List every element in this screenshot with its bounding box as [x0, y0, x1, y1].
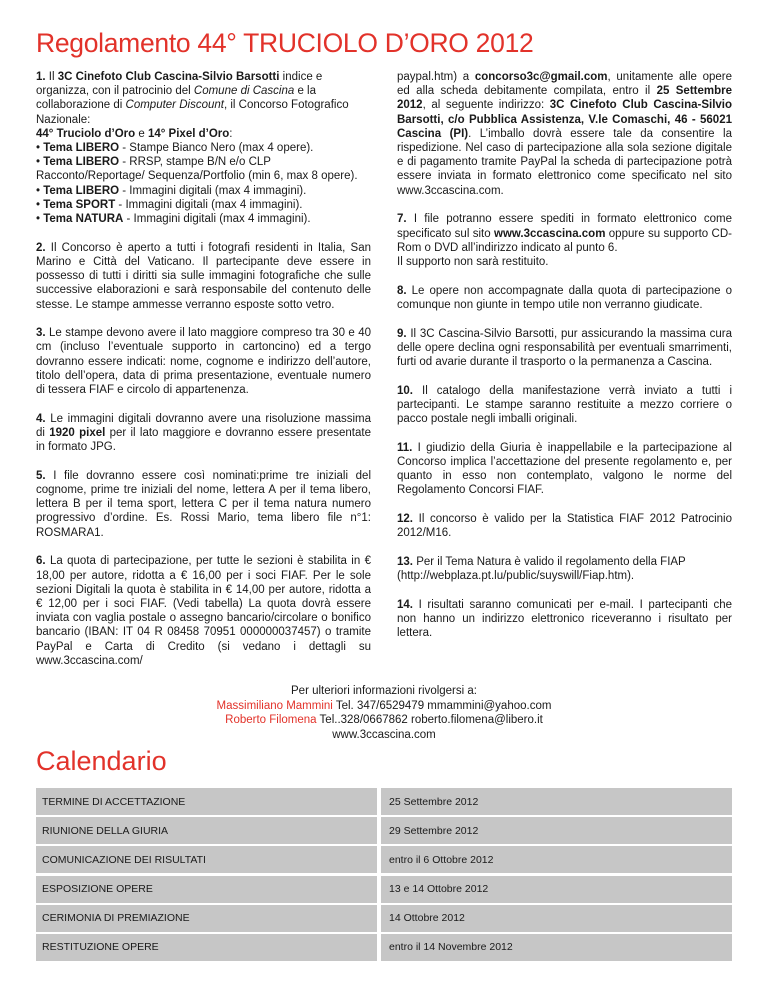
- rule-1: [36, 70, 371, 226]
- theme-name: Tema LIBERO: [43, 184, 120, 197]
- rule-text: Il Concorso è aperto a tutti i fotografi residenti in Italia, San Marino e Città del Vaticano. Il partecipante deve essere in possesso di tutti i diritti sia sulle immagini fotografiche che sulle successive elaborazioni e sarà responsabile del contenuto delle stesse. Le stampe ammesse verranno esposte sotto vetro.: [36, 241, 371, 311]
- rule-3: [36, 326, 371, 397]
- rule-number: 13.: [397, 555, 413, 568]
- rule-14: [397, 598, 732, 641]
- rule-text: . L’imballo dovrà essere tale da consentire la rispedizione. Nel caso di partecipazione alla sola sezione digitale e di pagamento tramite PayPal la scheda di partecipazione potrà essere inviata in formato elettronico come specificato nel sito www.3ccascina.com.: [397, 127, 732, 197]
- website-link[interactable]: www.3ccascina.com: [494, 227, 606, 240]
- resolution: 1920 pixel: [49, 426, 106, 439]
- sponsor-name: Computer Discount: [125, 99, 224, 112]
- theme-name: Tema LIBERO: [43, 142, 120, 155]
- rule-9: [397, 327, 732, 370]
- contact-details: Tel. 347/6529479 mmammini@yahoo.com: [332, 699, 552, 712]
- left-column: [36, 70, 371, 683]
- bullet: •: [36, 156, 44, 169]
- page-title: Regolamento 44° TRUCIOLO D’ORO 2012: [36, 28, 534, 58]
- calendar-table: [36, 788, 732, 963]
- rule-text: , unitamente alle opere ed alla scheda debitamente compilata, entro il: [397, 71, 732, 98]
- rule-number: 14.: [397, 598, 413, 611]
- contact-website[interactable]: www.3ccascina.com: [332, 728, 436, 741]
- prize-name: 44° Truciolo d’Oro: [36, 127, 136, 140]
- rule-2: [36, 241, 371, 312]
- rule-number: 1.: [36, 71, 46, 83]
- contact-details: Tel..328/0667862 roberto.filomena@libero.it: [316, 714, 543, 727]
- rule-text: Il 3C Cascina-Silvio Barsotti, pur assicurando la massima cura delle opere declina ogni responsabilità per eventuali smarrimenti, furti od avarie durante il trasporto o la permanenza a Cascina.: [397, 327, 732, 368]
- prize-colon: :: [229, 127, 233, 140]
- rule-10: [397, 384, 732, 427]
- rule-text: Le immagini digitali dovranno avere una risoluzione massima di: [36, 412, 371, 439]
- contact-person-2: [0, 713, 768, 728]
- rule-number: 4.: [36, 412, 46, 425]
- rule-4: [36, 412, 371, 455]
- rule-text: per il lato maggiore e dovranno essere presentate in formato JPG.: [36, 426, 371, 454]
- prize-join: e: [135, 127, 148, 140]
- table-row: [36, 817, 732, 844]
- organizer-name: 3C Cinefoto Club Cascina-Silvio Barsotti: [57, 71, 280, 83]
- rule-number: 11.: [397, 441, 413, 454]
- bullet: •: [36, 184, 44, 197]
- rule-text: e la collaborazione di: [36, 85, 317, 112]
- rule-number: 8.: [397, 284, 407, 297]
- rule-number: 10.: [397, 384, 413, 397]
- theme-desc: - RRSP, stampe B/N e/o CLP Racconto/Reportage/ Sequenza/Portfolio (min 6, max 8 opere).: [36, 156, 358, 183]
- bullet: •: [36, 213, 44, 226]
- rule-12: [397, 512, 732, 540]
- theme-name: Tema SPORT: [43, 198, 116, 211]
- prizes-line: [36, 127, 371, 141]
- calendar-date: entro il 14 Novembre 2012: [381, 934, 732, 961]
- theme-item: [36, 155, 371, 183]
- theme-item: [36, 212, 371, 226]
- rule-text: paypal.htm) a: [397, 71, 475, 83]
- table-row: [36, 788, 732, 815]
- contact-name: Roberto Filomena: [225, 714, 317, 727]
- comune-name: Comune di Cascina: [193, 85, 295, 98]
- table-row: [36, 846, 732, 873]
- rule-6-continued: [397, 70, 732, 198]
- rule-6: [36, 554, 371, 668]
- table-row: [36, 876, 732, 903]
- calendar-event: COMUNICAZIONE DEI RISULTATI: [36, 846, 377, 873]
- calendar-date: 29 Settembre 2012: [381, 817, 732, 844]
- calendar-event: CERIMONIA DI PREMIAZIONE: [36, 905, 377, 932]
- theme-item: [36, 184, 371, 198]
- table-row: [36, 934, 732, 961]
- calendar-date: 25 Settembre 2012: [381, 788, 732, 815]
- contact-info: [0, 684, 768, 742]
- rule-text: Il concorso è valido per la Statistica FIAF 2012 Patrocinio 2012/M16.: [397, 513, 732, 540]
- deadline-date: 25 Settembre 2012: [397, 85, 733, 112]
- rule-8: [397, 284, 732, 312]
- rule-number: 7.: [397, 213, 407, 226]
- calendar-event: ESPOSIZIONE OPERE: [36, 876, 377, 903]
- rule-text: , al seguente indirizzo:: [422, 99, 550, 112]
- rule-text: Il: [45, 71, 58, 83]
- rule-text: Le stampe devono avere il lato maggiore compreso tra 30 e 40 cm (incluso l’eventuale supporto in cartoncino) ed a tergo dovranno essere indicati: nome, cognome e indirizzo dell’autore, titolo dell’opera, data di prima presentazione, eventuale numero di tessera FIAF e circolo di appartenenza.: [36, 327, 371, 397]
- rule-number: 5.: [36, 469, 46, 482]
- theme-desc: - Stampe Bianco Nero (max 4 opere).: [119, 142, 314, 155]
- right-column: [397, 70, 732, 683]
- calendar-date: 13 e 14 Ottobre 2012: [381, 876, 732, 903]
- rule-number: 6.: [36, 555, 46, 568]
- rule-text: Il catalogo della manifestazione verrà inviato a tutti i partecipanti. Le stampe saranno restituite a mezzo corriere o pacco postale negli imballi originali.: [397, 384, 732, 426]
- rule-11: [397, 441, 732, 498]
- rule-number: 9.: [397, 327, 407, 340]
- rule-number: 12.: [397, 513, 413, 526]
- theme-desc: - Immagini digitali (max 4 immagini).: [115, 198, 303, 211]
- theme-desc: - Immagini digitali (max 4 immagini).: [119, 184, 307, 197]
- rule-text: I file dovranno essere così nominati:prime tre iniziali del cognome, prime tre iniziali del nome, lettera A per il tema libero, lettera B per il tema sport, lettera C per il tema natura numero progressivo d’ordine. Es. Rossi Mario, tema libero file n°1: ROSMARA1.: [36, 469, 371, 539]
- contact-intro: Per ulteriori informazioni rivolgersi a:: [291, 685, 477, 697]
- rule-text: Per il Tema Natura è valido il regolamento della FIAP (http://webplaza.pt.lu/public/suyswill/Fiap.htm).: [397, 555, 686, 583]
- rule-number: 3.: [36, 327, 46, 340]
- rules-columns: [36, 70, 732, 683]
- rule-text: I giudizio della Giuria è inappellabile e la partecipazione al Concorso implica l’accettazione del presente regolamento e, per quanto in esso non contemplato, valgono le norme del Regolamento Concorsi FIAF.: [397, 441, 732, 497]
- bullet: •: [36, 142, 44, 155]
- calendar-event: RIUNIONE DELLA GIURIA: [36, 817, 377, 844]
- rule-5: [36, 469, 371, 540]
- calendar-date: 14 Ottobre 2012: [381, 905, 732, 932]
- rule-text: La quota di partecipazione, per tutte le sezioni è stabilita in € 18,00 per autore, ridotta a € 16,00 per i soci FIAF. Per le sole sezioni Digitali la quota è stabilita in € 14,00 per autore, ridotta a € 12,00 per i soci FIAF. (Vedi tabella) La quota dovrà essere inviata con vaglia postale o assegno bancario/circolare o bonifico bancario (IBAN: IT 04 R 08458 70951 000000037457) o tramite PayPal e Carta di Credito (si vedano i dettagli su www.3ccascina.com/: [36, 555, 371, 667]
- calendar-date: entro il 6 Ottobre 2012: [381, 846, 732, 873]
- prize-name: 14° Pixel d’Oro: [147, 127, 230, 140]
- contact-name: Massimiliano Mammini: [216, 699, 333, 712]
- shipping-address: 3C Cinefoto Club Cascina-Silvio Barsotti, c/o Pubblica Assistenza, V.le Comaschi, 46 - 56021 Cascina (PI): [397, 99, 733, 140]
- rule-text: , il Concorso Fotografico Nazionale:: [36, 99, 349, 126]
- calendar-event: TERMINE DI ACCETTAZIONE: [36, 788, 377, 815]
- rule-text: I file potranno essere spediti in formato elettronico come specificato sul sito: [397, 213, 732, 240]
- rule-text: Le opere non accompagnate dalla quota di partecipazione o comunque non giunte in tempo utile non verranno giudicate.: [397, 284, 732, 311]
- contact-person-1: [0, 699, 768, 714]
- rule-text: Il supporto non sarà restituito.: [397, 255, 549, 268]
- rule-text: I risultati saranno comunicati per e-mail. I partecipanti che non hanno un indirizzo elettronico riceveranno i risultato per lettera.: [397, 598, 732, 640]
- calendar-event: RESTITUZIONE OPERE: [36, 934, 377, 961]
- table-row: [36, 905, 732, 932]
- theme-item: [36, 141, 371, 155]
- contest-email-link[interactable]: concorso3c@gmail.com: [474, 71, 608, 83]
- rule-13: [397, 555, 732, 583]
- theme-name: Tema LIBERO: [43, 156, 120, 169]
- theme-name: Tema NATURA: [43, 213, 124, 226]
- rule-text: indice e organizza, con il patrocinio del: [36, 71, 323, 98]
- theme-desc: - Immagini digitali (max 4 immagini).: [123, 213, 311, 226]
- bullet: •: [36, 198, 44, 211]
- rule-text: oppure su supporto CD-Rom o DVD all’indirizzo indicato al punto 6.: [397, 227, 732, 254]
- calendar-title: Calendario: [36, 746, 167, 776]
- rule-7: [397, 212, 732, 269]
- rule-number: 2.: [36, 241, 46, 254]
- theme-item: [36, 198, 371, 212]
